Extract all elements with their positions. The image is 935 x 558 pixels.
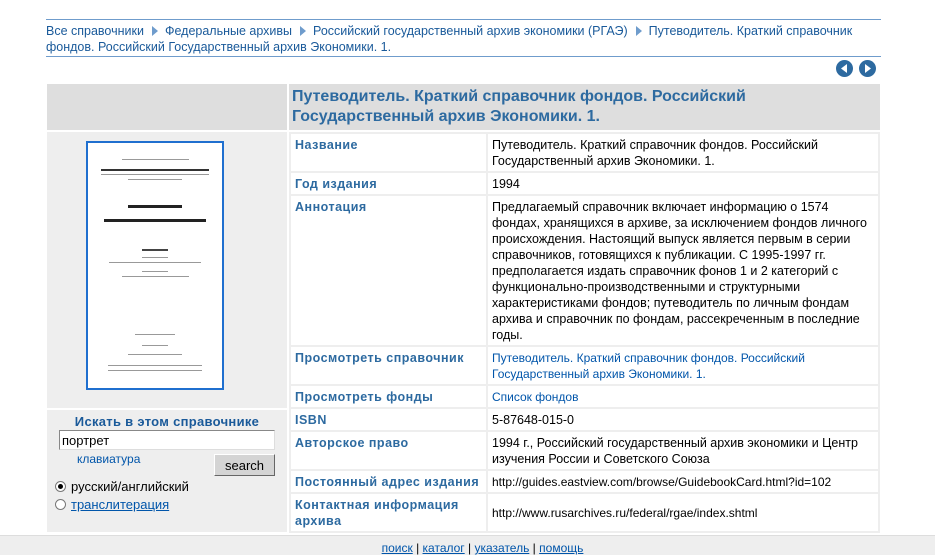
pager [836,60,876,77]
field-value: Предлагаемый справочник включает информацию о 1574 фондах, хранящихся в архиве, за исключением фондов личного происхождения. Настоящий выпуск является первым в серии справочников, готовящихся к публикации. С 1995-1997 гг. предполагается издать справочник фонов 1 и 2 категорий с функционально-производственными и структурными характеристиками фондов; путеводитель по личным фондам архива и справочник по фондам, рассекреченным в последние годы. [487,195,879,346]
field-label: Постоянный адрес издания [290,470,487,493]
footer-help-link[interactable]: помощь [539,541,584,555]
radio-russian-english[interactable] [55,479,189,494]
triangle-right-icon [152,26,158,36]
footer-index-link[interactable]: указатель [474,541,530,555]
table-row [290,385,879,408]
table-row [290,493,879,532]
radio-unchecked-icon[interactable] [55,499,66,510]
book-cover-image[interactable] [86,141,224,390]
table-row [290,195,879,346]
field-value: 1994 [487,172,879,195]
field-label: Просмотреть фонды [290,385,487,408]
field-label: Авторское право [290,431,487,470]
field-label: Просмотреть справочник [290,346,487,385]
field-label: Аннотация [290,195,487,346]
field-label: Год издания [290,172,487,195]
field-value: http://guides.eastview.com/browse/GuidebookCard.html?id=102 [487,470,879,493]
table-row [290,470,879,493]
keyboard-link[interactable]: клавиатура [77,452,141,466]
field-value: 1994 г., Российский государственный архив экономики и Центр изучения России и Советского Союза [487,431,879,470]
field-value: http://www.rusarchives.ru/federal/rgae/index.shtml [487,493,879,532]
triangle-right-icon [636,26,642,36]
field-label: Контактная информация архива [290,493,487,532]
field-value: 5-87648-015-0 [487,408,879,431]
breadcrumb [46,19,881,57]
table-row [290,133,879,172]
header-spacer [47,84,287,130]
breadcrumb-federal[interactable]: Федеральные архивы [164,24,293,38]
search-panel [47,410,287,532]
radio-checked-icon[interactable] [55,481,66,492]
breadcrumb-all[interactable]: Все справочники [46,24,144,38]
view-guide-link[interactable]: Путеводитель. Краткий справочник фондов. Российский Государственный архив Экономики. 1. [492,351,805,381]
footer-nav: поиск | каталог | указатель | помощь [0,535,935,555]
table-row [290,346,879,385]
transliteration-link[interactable]: транслитерация [71,497,170,512]
radio-transliteration[interactable] [55,497,169,512]
triangle-right-icon [300,26,306,36]
table-row [290,172,879,195]
footer-search-link[interactable]: поиск [381,541,413,555]
footer-catalog-link[interactable]: каталог [422,541,465,555]
breadcrumb-current: Путеводитель. Краткий справочник фондов. Российский Государственный архив Экономики. 1. [46,24,853,54]
field-value: Путеводитель. Краткий справочник фондов. Российский Государственный архив Экономики. 1. [487,133,879,172]
search-button[interactable]: search [214,454,275,476]
funds-list-link[interactable]: Список фондов [492,390,579,404]
search-input[interactable] [59,430,275,450]
table-row [290,408,879,431]
search-title: Искать в этом справочнике [74,414,260,429]
cover-cell [47,132,287,408]
field-label: ISBN [290,408,487,431]
page-title: Путеводитель. Краткий справочник фондов. Российский Государственный архив Экономики. 1. [289,84,880,130]
radio-label: русский/английский [71,479,189,494]
arrow-right-circle-icon[interactable] [859,60,876,77]
details-table [289,132,880,533]
field-label: Название [290,133,487,172]
table-row [290,431,879,470]
arrow-left-circle-icon[interactable] [836,60,853,77]
breadcrumb-archive[interactable]: Российский государственный архив экономики (РГАЭ) [313,24,628,38]
